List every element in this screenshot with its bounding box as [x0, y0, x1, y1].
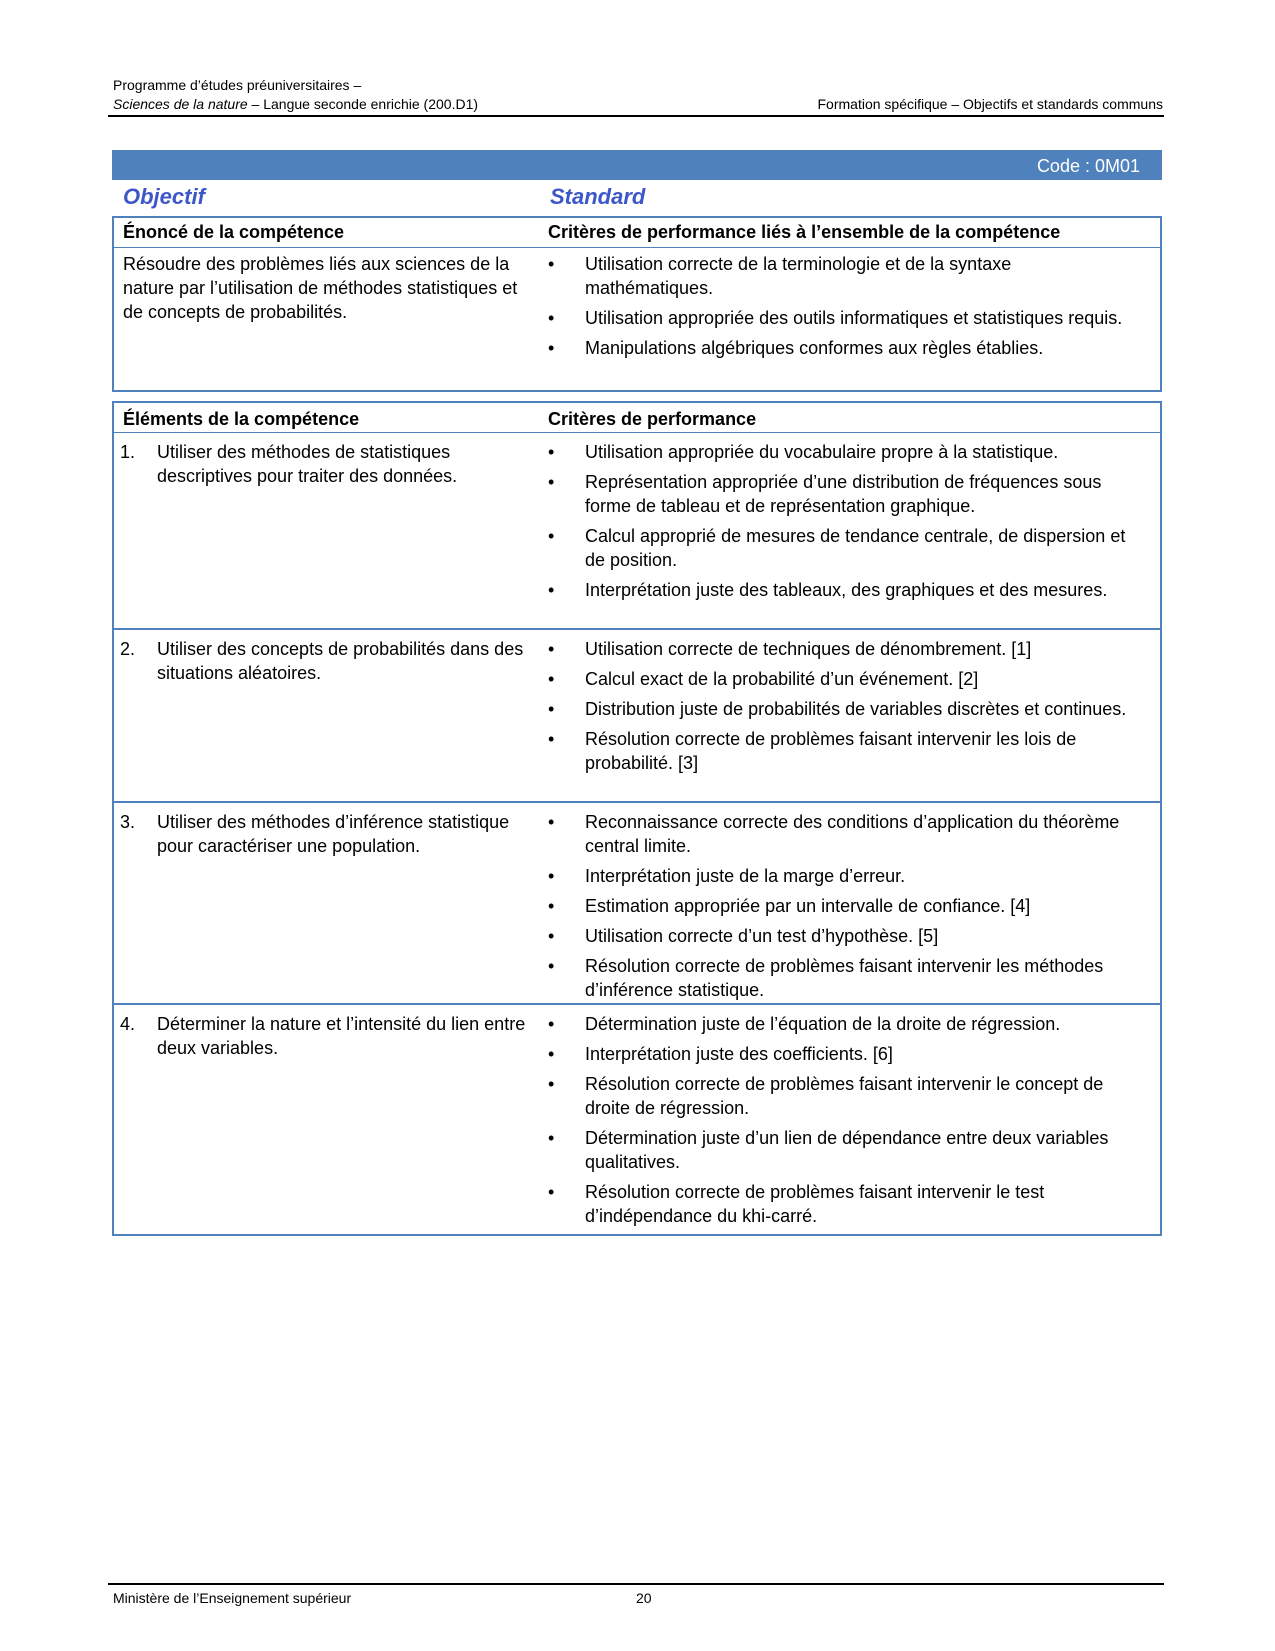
- criteria-item: • Résolution correcte de problèmes faisant intervenir les lois de probabilité. [3]: [548, 727, 1138, 775]
- criteria-item: • Détermination juste de l’équation de la droite de régression.: [548, 1012, 1138, 1036]
- element-text: Déterminer la nature et l’intensité du lien entre deux variables.: [157, 1014, 526, 1058]
- footer-ministry: Ministère de l’Enseignement supérieur: [113, 1590, 352, 1606]
- element-text: Utiliser des concepts de probabilités dans des situations aléatoires.: [157, 639, 524, 683]
- criteria-item: • Résolution correcte de problèmes faisant intervenir le concept de droite de régression.: [548, 1072, 1138, 1120]
- performance-criteria-heading: Critères de performance: [548, 409, 757, 429]
- criteria-item: • Calcul exact de la probabilité d’un événement. [2]: [548, 667, 1138, 691]
- footer-rule: [108, 1583, 1164, 1585]
- criteria-item: • Utilisation correcte de techniques de dénombrement. [1]: [548, 637, 1138, 661]
- course-code: Code : 0M01: [1036, 156, 1140, 176]
- element-1-criteria: [548, 440, 1138, 608]
- header-program-name: [113, 96, 478, 112]
- criteria-item: • Interprétation juste des coefficients. [6]: [548, 1042, 1138, 1066]
- row-divider: [114, 801, 1160, 803]
- header-subtitle-line: [113, 96, 1163, 112]
- criteria-item: • Calcul approprié de mesures de tendance centrale, de dispersion et de position.: [548, 524, 1138, 572]
- element-2-criteria: [548, 637, 1138, 781]
- element-item-4: [120, 1012, 540, 1060]
- header-section-title: Formation spécifique – Objectifs et standards communs: [817, 96, 1163, 112]
- criteria-item: • Interprétation juste de la marge d’erreur.: [548, 864, 1138, 888]
- criteria-item: • Estimation appropriée par un intervalle de confiance. [4]: [548, 894, 1138, 918]
- element-item-2: [120, 637, 540, 685]
- criteria-item: • Interprétation juste des tableaux, des graphiques et des mesures.: [548, 578, 1138, 602]
- criteria-item: • Utilisation appropriée du vocabulaire propre à la statistique.: [548, 440, 1138, 464]
- criteria-item: • Distribution juste de probabilités de variables discrètes et continues.: [548, 697, 1138, 721]
- criteria-item: • Reconnaissance correcte des conditions d’application du théorème central limite.: [548, 810, 1138, 858]
- element-text: Utiliser des méthodes de statistiques descriptives pour traiter des données.: [157, 442, 458, 486]
- header-program-rest: – Langue seconde enrichie (200.D1): [247, 96, 479, 112]
- element-3-criteria: [548, 810, 1138, 1008]
- criteria-item: • Représentation appropriée d’une distribution de fréquences sous forme de tableau et de représentation graphique.: [548, 470, 1138, 518]
- page-number: 20: [636, 1590, 652, 1606]
- code-banner: [112, 150, 1162, 180]
- criteria-item: • Résolution correcte de problèmes faisant intervenir les méthodes d’inférence statistique.: [548, 954, 1138, 1002]
- element-number: 1.: [120, 442, 136, 462]
- standard-label: Standard: [550, 184, 646, 209]
- element-text: Utiliser des méthodes d’inférence statistique pour caractériser une population.: [157, 812, 510, 856]
- element-number: 4.: [120, 1014, 136, 1034]
- competence-statement-heading: Énoncé de la compétence: [123, 222, 345, 242]
- element-item-3: [120, 810, 540, 858]
- criteria-item: • Utilisation appropriée des outils informatiques et statistiques requis.: [548, 306, 1138, 330]
- competence-criteria-heading: Critères de performance liés à l’ensemble de la compétence: [548, 222, 1061, 242]
- element-number: 3.: [120, 812, 136, 832]
- elements-heading: Éléments de la compétence: [123, 409, 360, 429]
- element-number: 2.: [120, 639, 136, 659]
- criteria-item: • Manipulations algébriques conformes aux règles établies.: [548, 336, 1138, 360]
- row-divider: [114, 1003, 1160, 1005]
- competence-statement: Résoudre des problèmes liés aux sciences de la nature par l’utilisation de méthodes statistiques et de concepts de probabilités.: [123, 254, 518, 322]
- elements-heading-rule: [114, 432, 1160, 433]
- header-rule: [108, 115, 1164, 117]
- competence-criteria-list: [548, 252, 1138, 366]
- competence-heading-rule: [114, 247, 1160, 248]
- element-item-1: [120, 440, 540, 488]
- header-program-line: Programme d’études préuniversitaires –: [113, 77, 362, 93]
- row-divider: [114, 628, 1160, 630]
- objectif-label: Objectif: [123, 184, 205, 209]
- header-program-italic: Sciences de la nature: [113, 96, 248, 112]
- element-4-criteria: [548, 1012, 1138, 1234]
- criteria-item: • Utilisation correcte d’un test d’hypothèse. [5]: [548, 924, 1138, 948]
- criteria-item: • Détermination juste d’un lien de dépendance entre deux variables qualitatives.: [548, 1126, 1138, 1174]
- criteria-item: • Résolution correcte de problèmes faisant intervenir le test d’indépendance du khi-carré.: [548, 1180, 1138, 1228]
- criteria-item: • Utilisation correcte de la terminologie et de la syntaxe mathématiques.: [548, 252, 1138, 300]
